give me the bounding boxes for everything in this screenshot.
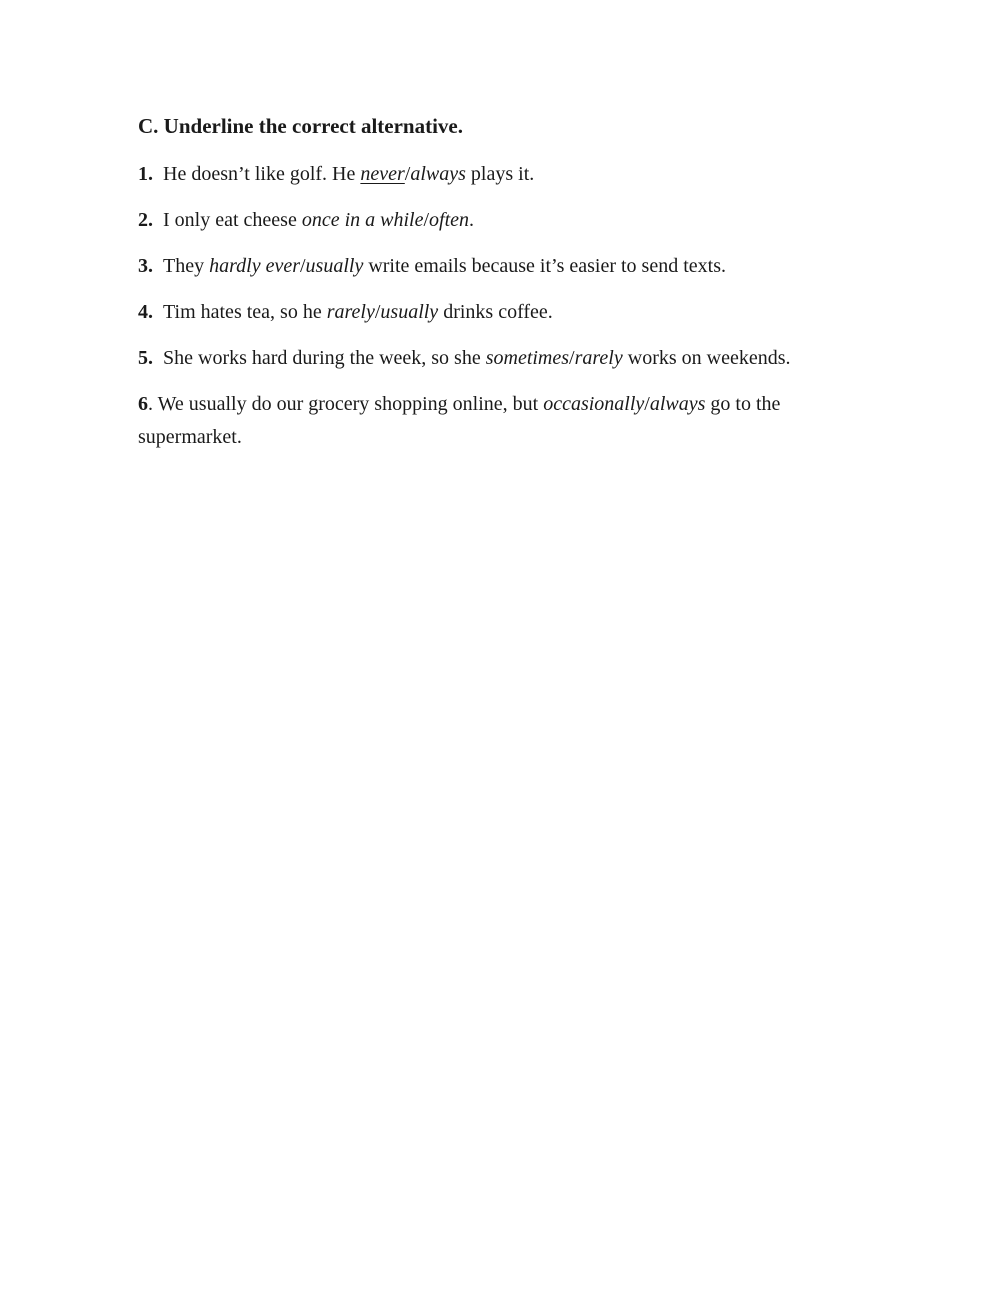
option-separator: / [374,301,381,323]
option-separator: / [644,393,650,415]
worksheet-page [138,112,868,467]
option-separator: / [299,255,306,277]
item-text-before: I only eat cheese [163,209,302,231]
option-a[interactable]: hardly ever [209,255,300,277]
item-text-before: They [163,255,210,277]
exercise-heading: C. Underline the correct alternative. [138,114,464,138]
item-text-after: write emails because it’s easier to send texts. [363,255,726,277]
item-text-after: plays it. [465,163,535,185]
option-b[interactable]: usually [380,301,439,323]
option-separator: / [404,163,411,185]
option-b[interactable]: rarely [574,347,623,369]
option-b[interactable]: always [410,163,466,185]
item-number: 3. [138,255,153,277]
option-a[interactable]: occasionally [543,393,645,415]
option-b[interactable]: often [429,209,470,231]
item-text-after: . [469,209,475,231]
option-b[interactable]: always [649,393,706,415]
option-a[interactable]: once in a while [301,209,424,231]
exercise-item-5 [138,342,868,375]
item-number: 5. [138,347,153,369]
option-separator: / [423,209,430,231]
option-a[interactable]: sometimes [485,347,570,369]
option-separator: / [569,347,575,369]
item-text-before: She works hard during the week, so she [163,347,486,369]
item-text-after: go to the supermarket. [138,393,781,448]
item-number: 6 [138,393,148,415]
option-a[interactable]: rarely [326,301,375,323]
exercise-item-3 [138,250,868,283]
item-text-after: works on weekends. [622,347,791,369]
exercise-item-2 [138,204,868,237]
item-text-after: drinks coffee. [438,301,553,323]
item-text-before: He doesn’t like golf. He [163,163,361,185]
item-number: 4. [138,301,153,323]
item-number: 2. [138,209,153,231]
item-text-before: . We usually do our grocery shopping online, but [148,393,544,415]
item-number: 1. [138,163,153,185]
item-text-before: Tim hates tea, so he [163,301,327,323]
exercise-item-1 [138,158,868,191]
option-a[interactable]: never [360,163,405,185]
exercise-item-4 [138,296,868,329]
exercise-item-6 [138,388,868,454]
option-b[interactable]: usually [305,255,364,277]
